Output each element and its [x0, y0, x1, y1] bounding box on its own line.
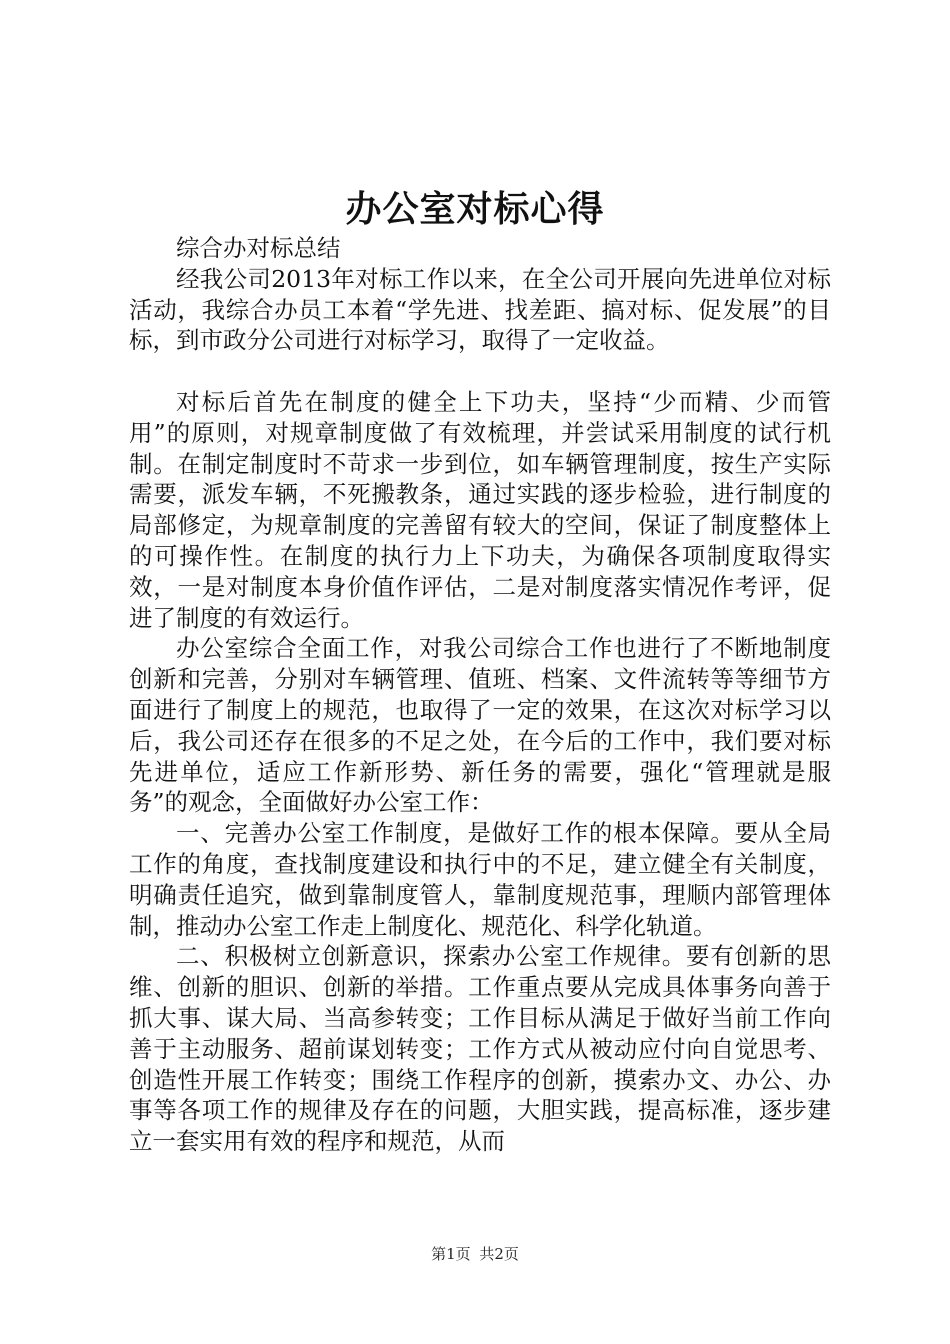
paragraph-subtitle: 综合办对标总结	[176, 234, 341, 262]
paragraph-office-work: 办公室综合全面工作，对我公司综合工作也进行了不断地制度创新和完善，分别对车辆管理、值班、档案、文件流转等等细节方面进行了制度上的规范，也取得了一定的效果，在这次对标学习以后，我公司还存在很多的不足之处，在今后的工作中，我们要对标先进单位，适应工作新形势、新任务的需要，强化“管理就是服务”的观念，全面做好办公室工作：	[129, 634, 831, 817]
document-title: 办公室对标心得	[345, 188, 605, 230]
paragraph-system-building: 对标后首先在制度的健全上下功夫，坚持“少而精、少而管用”的原则，对规章制度做了有效梳理，并尝试采用制度的试行机制。在制定制度时不苛求一步到位，如车辆管理制度，按生产实际需要，派发车辆，不死搬教条，通过实践的逐步检验，进行制度的局部修定，为规章制度的完善留有较大的空间，保证了制度整体上的可操作性。在制度的执行力上下功夫，为确保各项制度取得实效，一是对制度本身价值作评估，二是对制度落实情况作考评，促进了制度的有效运行。	[129, 387, 831, 632]
paragraph-gap	[129, 356, 831, 387]
document-body	[129, 233, 831, 1157]
paragraph-intro: 经我公司2013年对标工作以来，在全公司开展向先进单位对标活动，我综合办员工本着“学先进、找差距、搞对标、促发展”的目标，到市政分公司进行对标学习，取得了一定收益。	[129, 264, 831, 355]
paragraph-point-one: 一、完善办公室工作制度，是做好工作的根本保障。要从全局工作的角度，查找制度建设和执行中的不足，建立健全有关制度，明确责任追究，做到靠制度管人，靠制度规范事，理顺内部管理体制，推动办公室工作走上制度化、规范化、科学化轨道。	[129, 819, 831, 940]
paragraph-point-two: 二、积极树立创新意识，探索办公室工作规律。要有创新的思维、创新的胆识、创新的举措。工作重点要从完成具体事务向善于抓大事、谋大局、当高参转变；工作目标从满足于做好当前工作向善于主动服务、超前谋划转变；工作方式从被动应付向自觉思考、创造性开展工作转变；围绕工作程序的创新，摸索办文、办公、办事等各项工作的规律及存在的问题，大胆实践，提高标准，逐步建立一套实用有效的程序和规范，从而	[129, 942, 831, 1156]
page-number: 第1页	[431, 1245, 471, 1263]
page-total: 共2页	[479, 1245, 519, 1263]
page-footer	[0, 1244, 950, 1264]
